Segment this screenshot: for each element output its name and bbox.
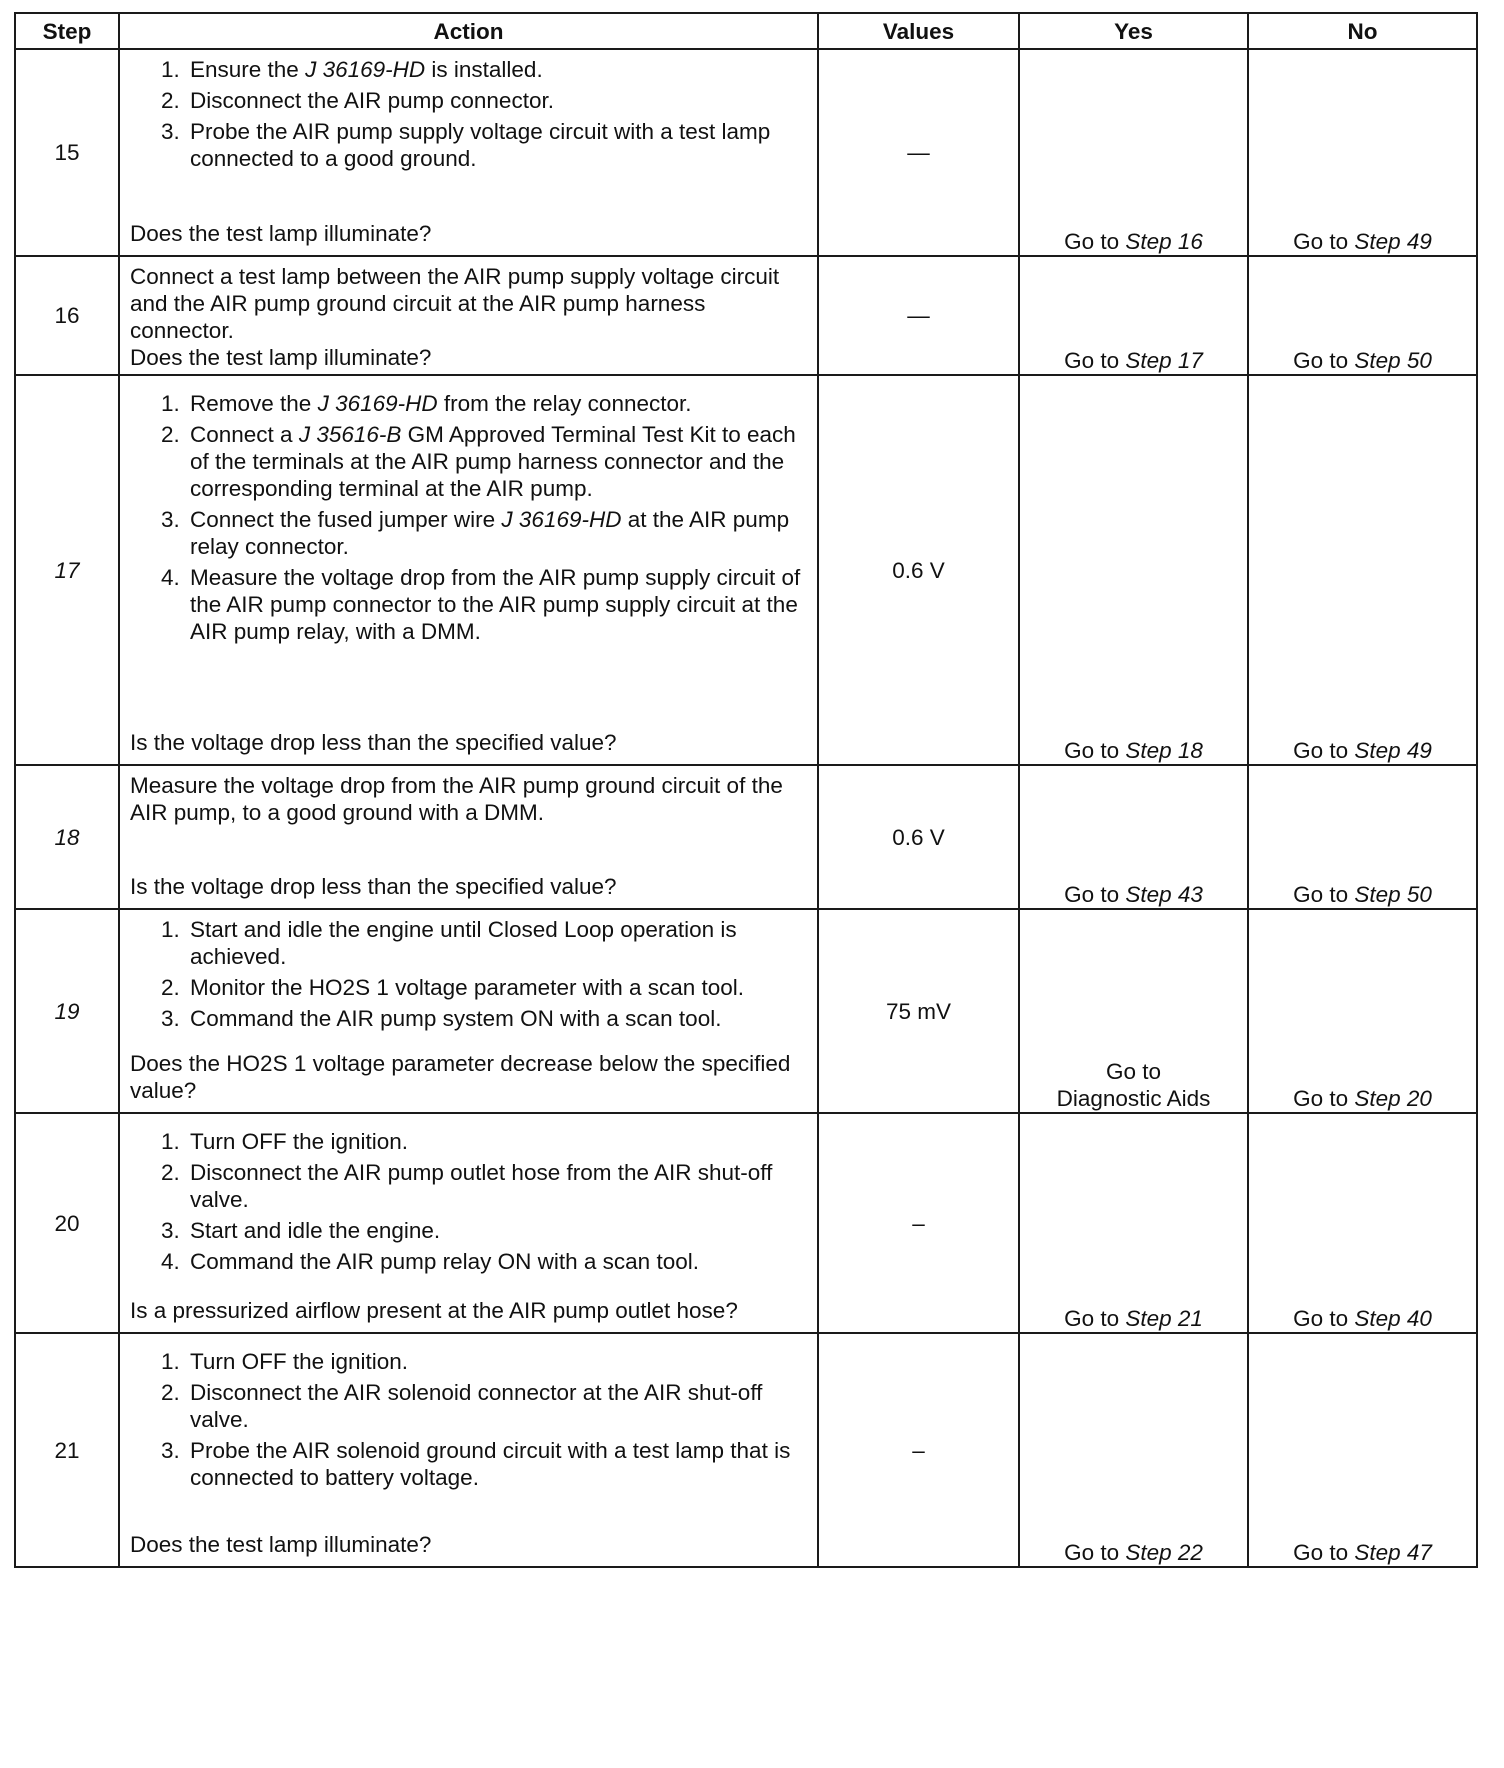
step-number: 18 — [15, 765, 119, 909]
no-cell: Go to Step 50 — [1248, 256, 1477, 375]
instruction-item: 2. Disconnect the AIR solenoid connector at the AIR shut-off valve. — [186, 1379, 809, 1433]
step-link: Step 17 — [1125, 348, 1203, 373]
step-link: Step 49 — [1354, 738, 1432, 763]
instruction-list — [130, 56, 809, 172]
instruction-item: 3. Probe the AIR solenoid ground circuit with a test lamp that is connected to battery voltage. — [186, 1437, 809, 1491]
instruction-item: 3. Start and idle the engine. — [186, 1217, 809, 1244]
value-cell: – — [818, 1333, 1019, 1567]
step-number: 20 — [15, 1113, 119, 1333]
action-question: Is the voltage drop less than the specified value? — [130, 874, 617, 899]
action-question: Does the test lamp illuminate? — [130, 221, 432, 246]
yes-cell: Go to Step 22 — [1019, 1333, 1248, 1567]
step-link: Step 18 — [1125, 738, 1203, 763]
value-cell: — — [818, 49, 1019, 256]
action-cell — [119, 256, 818, 375]
instruction-item: 2. Connect a J 35616-B GM Approved Terminal Test Kit to each of the terminals at the AIR pump harness connector and the corresponding terminal at the AIR pump. — [186, 421, 809, 502]
instruction-item: 4. Command the AIR pump relay ON with a scan tool. — [186, 1248, 809, 1275]
table-row — [15, 909, 1477, 1113]
action-cell — [119, 765, 818, 909]
instruction-item: 1. Start and idle the engine until Closed Loop operation is achieved. — [186, 916, 809, 970]
header-values: Values — [818, 13, 1019, 49]
yes-cell: Go to Step 43 — [1019, 765, 1248, 909]
step-link: Step 50 — [1354, 882, 1432, 907]
action-question: Does the test lamp illuminate? — [130, 1532, 432, 1557]
step-link: Step 40 — [1354, 1306, 1432, 1331]
instruction-item: 2. Disconnect the AIR pump outlet hose from the AIR shut-off valve. — [186, 1159, 809, 1213]
tool-reference: J 36169-HD — [501, 507, 622, 532]
yes-cell: Go to Step 18 — [1019, 375, 1248, 765]
instruction-item: 1. Turn OFF the ignition. — [186, 1128, 809, 1155]
value-cell: — — [818, 256, 1019, 375]
instruction-list — [130, 1348, 809, 1491]
step-number: 19 — [15, 909, 119, 1113]
tool-reference: J 36169-HD — [305, 57, 426, 82]
value-cell: 0.6 V — [818, 765, 1019, 909]
value-cell: 0.6 V — [818, 375, 1019, 765]
instruction-list — [130, 1128, 809, 1275]
action-cell — [119, 375, 818, 765]
instruction-item: 1. Turn OFF the ignition. — [186, 1348, 809, 1375]
action-question: Is a pressurized airflow present at the AIR pump outlet hose? — [130, 1298, 738, 1323]
step-link: Step 16 — [1125, 229, 1203, 254]
yes-cell: Go to Step 17 — [1019, 256, 1248, 375]
step-link: Step 50 — [1354, 348, 1432, 373]
step-link: Step 21 — [1125, 1306, 1203, 1331]
instruction-list — [130, 916, 809, 1032]
action-cell — [119, 1113, 818, 1333]
instruction-item: 3. Connect the fused jumper wire J 36169-HD at the AIR pump relay connector. — [186, 506, 809, 560]
yes-cell: Go to Diagnostic Aids — [1019, 909, 1248, 1113]
tool-reference: J 36169-HD — [317, 391, 438, 416]
header-yes: Yes — [1019, 13, 1248, 49]
table-row — [15, 1333, 1477, 1567]
step-number: 17 — [15, 375, 119, 765]
diagnostic-table — [14, 12, 1478, 1568]
value-cell: – — [818, 1113, 1019, 1333]
table-row — [15, 1113, 1477, 1333]
action-question: Is the voltage drop less than the specified value? — [130, 730, 617, 755]
step-link: Step 43 — [1125, 882, 1203, 907]
header-no: No — [1248, 13, 1477, 49]
step-link: Step 47 — [1354, 1540, 1432, 1565]
instruction-item: 3. Command the AIR pump system ON with a scan tool. — [186, 1005, 809, 1032]
no-cell: Go to Step 49 — [1248, 49, 1477, 256]
action-text: Connect a test lamp between the AIR pump supply voltage circuit and the AIR pump ground circuit at the AIR pump harness connector. — [130, 264, 780, 343]
yes-cell: Go to Step 16 — [1019, 49, 1248, 256]
action-cell — [119, 1333, 818, 1567]
value-cell: 75 mV — [818, 909, 1019, 1113]
no-cell: Go to Step 20 — [1248, 909, 1477, 1113]
instruction-item: 1. Remove the J 36169-HD from the relay connector. — [186, 390, 809, 417]
table-row — [15, 49, 1477, 256]
no-cell: Go to Step 49 — [1248, 375, 1477, 765]
instruction-item: 3. Probe the AIR pump supply voltage circuit with a test lamp connected to a good ground. — [186, 118, 809, 172]
header-step: Step — [15, 13, 119, 49]
step-link: Step 20 — [1354, 1086, 1432, 1111]
table-row — [15, 375, 1477, 765]
no-cell: Go to Step 40 — [1248, 1113, 1477, 1333]
step-number: 15 — [15, 49, 119, 256]
no-cell: Go to Step 47 — [1248, 1333, 1477, 1567]
step-number: 21 — [15, 1333, 119, 1567]
yes-cell: Go to Step 21 — [1019, 1113, 1248, 1333]
action-cell — [119, 909, 818, 1113]
step-link: Step 49 — [1354, 229, 1432, 254]
instruction-item: 1. Ensure the J 36169-HD is installed. — [186, 56, 809, 83]
instruction-list — [130, 390, 809, 645]
table-row — [15, 256, 1477, 375]
no-cell: Go to Step 50 — [1248, 765, 1477, 909]
instruction-item: 4. Measure the voltage drop from the AIR pump supply circuit of the AIR pump connector to the AIR pump supply circuit at the AIR pump relay, with a DMM. — [186, 564, 809, 645]
instruction-item: 2. Disconnect the AIR pump connector. — [186, 87, 809, 114]
diagnostic-aids-link: Diagnostic Aids — [1056, 1086, 1211, 1111]
table-header — [15, 13, 1477, 49]
step-link: Step 22 — [1125, 1540, 1203, 1565]
header-action: Action — [119, 13, 818, 49]
table-row — [15, 765, 1477, 909]
action-cell — [119, 49, 818, 256]
action-question: Does the HO2S 1 voltage parameter decrease below the specified value? — [130, 1051, 791, 1103]
instruction-item: 2. Monitor the HO2S 1 voltage parameter with a scan tool. — [186, 974, 809, 1001]
action-question: Does the test lamp illuminate? — [130, 345, 432, 370]
step-number: 16 — [15, 256, 119, 375]
tool-reference: J 35616-B — [298, 422, 402, 447]
action-text: Measure the voltage drop from the AIR pump ground circuit of the AIR pump, to a good ground with a DMM. — [130, 773, 783, 825]
